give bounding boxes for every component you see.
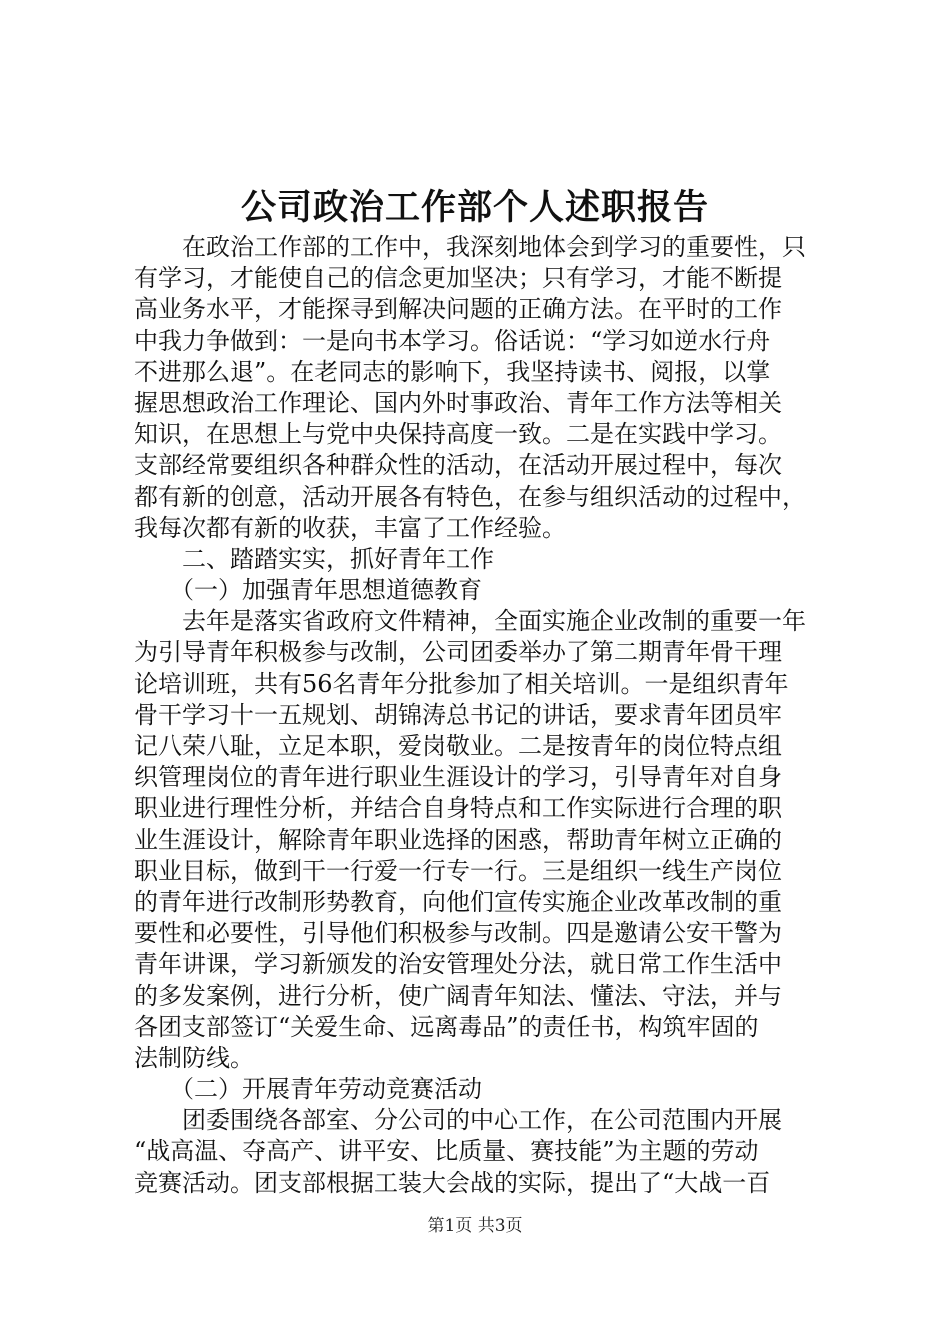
text-line: 竞赛活动。团支部根据工装大会战的实际，提出了“大战一百 <box>134 1168 771 1197</box>
text-line: 握思想政治工作理论、国内外时事政治、青年工作方法等相关 <box>134 388 782 417</box>
text-line: 不进那么退”。在老同志的影响下，我坚持读书、阅报，以掌 <box>134 357 771 386</box>
text-line: 各团支部签订“关爱生命、远离毒品”的责任书，构筑牢固的 <box>134 1012 759 1041</box>
document-title: 公司政治工作部个人述职报告 <box>240 187 709 228</box>
text-line: 织管理岗位的青年进行职业生涯设计的学习，引导青年对自身 <box>134 763 782 792</box>
text-line: 法制防线。 <box>134 1043 254 1072</box>
text-line: 论培训班，共有56名青年分批参加了相关培训。一是组织青年 <box>134 669 789 698</box>
text-line: 我每次都有新的收获，丰富了工作经验。 <box>134 513 566 542</box>
text-line: 有学习，才能使自己的信念更加坚决；只有学习，才能不断提 <box>134 264 782 293</box>
text-line: 骨干学习十一五规划、胡锦涛总书记的讲话，要求青年团员牢 <box>134 700 782 729</box>
text-line: 要性和必要性，引导他们积极参与改制。四是邀请公安干警为 <box>134 919 782 948</box>
text-line: 记八荣八耻，立足本职，爱岗敬业。二是按青年的岗位特点组 <box>134 732 782 760</box>
subsection-heading: （二）开展青年劳动竞赛活动 <box>134 1075 482 1104</box>
document-body <box>134 232 834 1199</box>
text-line: “战高温、夺高产、讲平安、比质量、赛技能”为主题的劳动 <box>134 1137 759 1166</box>
text-line: 职业进行理性分析，并结合自身特点和工作实际进行合理的职 <box>134 794 782 823</box>
text-line: 知识，在思想上与党中央保持高度一致。二是在实践中学习。 <box>134 420 782 449</box>
text-line: 去年是落实省政府文件精神，全面实施企业改制的重要一年 <box>134 607 806 636</box>
text-line: 支部经常要组织各种群众性的活动，在活动开展过程中，每次 <box>134 451 782 480</box>
text-line: 的多发案例，进行分析，使广阔青年知法、懂法、守法，并与 <box>134 981 782 1010</box>
text-line: 在政治工作部的工作中，我深刻地体会到学习的重要性，只 <box>134 233 806 261</box>
text-line: 青年讲课，学习新颁发的治安管理处分法，就日常工作生活中 <box>134 950 782 979</box>
text-line: 职业目标，做到干一行爱一行专一行。三是组织一线生产岗位 <box>134 856 782 885</box>
text-line: 团委围绕各部室、分公司的中心工作，在公司范围内开展 <box>134 1106 782 1135</box>
text-line: 的青年进行改制形势教育，向他们宣传实施企业改革改制的重 <box>134 887 782 916</box>
text-line: 业生涯设计，解除青年职业选择的困惑，帮助青年树立正确的 <box>134 825 782 854</box>
text-line: 中我力争做到：一是向书本学习。俗话说：“学习如逆水行舟 <box>134 326 771 355</box>
text-line: 高业务水平，才能探寻到解决问题的正确方法。在平时的工作 <box>134 295 782 324</box>
text-line: 为引导青年积极参与改制，公司团委举办了第二期青年骨干理 <box>134 638 782 667</box>
text-line: 都有新的创意，活动开展各有特色，在参与组织活动的过程中， <box>134 482 806 511</box>
section-heading: 二、踏踏实实，抓好青年工作 <box>134 544 494 573</box>
subsection-heading: （一）加强青年思想道德教育 <box>134 576 482 605</box>
page-number-footer: 第1页 共3页 <box>427 1216 523 1236</box>
